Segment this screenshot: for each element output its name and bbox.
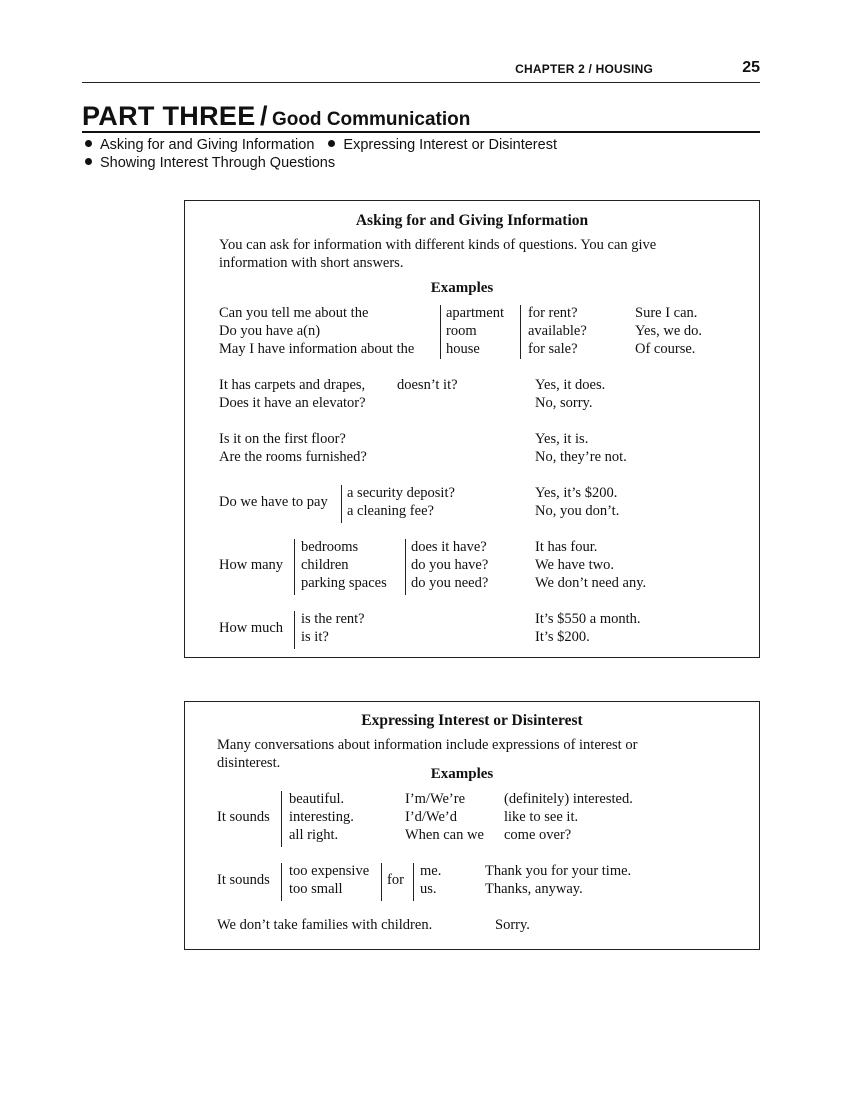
column-divider: [520, 305, 521, 359]
question: It has carpets and drapes,: [219, 377, 366, 393]
phrase: apartment: [446, 305, 504, 321]
column-divider: [281, 791, 282, 847]
phrase: How much: [219, 620, 284, 636]
question: Does it have an elevator?: [219, 395, 366, 411]
column-divider: [281, 863, 282, 901]
phrase: (definitely) interested.: [504, 791, 633, 807]
intro-text: You can ask for information with different kinds of questions. You can give: [219, 237, 657, 253]
box-title: Expressing Interest or Disinterest: [361, 712, 583, 729]
bullet-icon: [85, 158, 92, 165]
phrase: I’m/We’re: [405, 791, 466, 807]
phrase: Do we have to pay: [219, 494, 328, 510]
phrase: When can we: [405, 827, 484, 843]
intro-text: Many conversations about information include expressions of interest or: [217, 737, 638, 753]
bullet-icon: [85, 140, 92, 147]
answer: Of course.: [635, 341, 696, 357]
phrase: I’d/We’d: [405, 809, 457, 825]
phrase: me.: [420, 863, 442, 879]
bullet-icon: [328, 140, 335, 147]
part-label: PART THREE: [82, 101, 256, 131]
asking-info-box: [184, 200, 760, 658]
answer: Yes, it’s $200.: [535, 485, 618, 501]
phrase: It sounds: [217, 872, 270, 888]
answer: No, you don’t.: [535, 503, 620, 519]
answer: No, they’re not.: [535, 449, 627, 465]
phrase: do you need?: [411, 575, 489, 591]
phrase: It sounds: [217, 809, 270, 825]
tag-question: doesn’t it?: [397, 377, 458, 393]
question: Is it on the first floor?: [219, 431, 346, 447]
phrase: is it?: [301, 629, 329, 645]
answer: No, sorry.: [535, 395, 593, 411]
question: Are the rooms furnished?: [219, 449, 367, 465]
column-divider: [440, 305, 441, 359]
phrase: all right.: [289, 827, 339, 843]
phrase: does it have?: [411, 539, 487, 555]
phrase: come over?: [504, 827, 572, 843]
phrase: for rent?: [528, 305, 578, 321]
phrase: Do you have a(n): [219, 323, 321, 339]
part-slash: /: [259, 101, 268, 131]
topic-item: Expressing Interest or Disinterest: [343, 137, 557, 153]
part-subtitle: Good Communication: [271, 109, 471, 130]
column-divider: [294, 539, 295, 595]
phrase: available?: [528, 323, 587, 339]
page-number: 25: [742, 59, 760, 76]
phrase: like to see it.: [504, 809, 579, 825]
examples-heading: Examples: [430, 766, 494, 782]
expressing-interest-box: [184, 701, 760, 950]
answer: Yes, it is.: [535, 431, 589, 447]
answer: Yes, it does.: [535, 377, 606, 393]
column-divider: [341, 485, 342, 523]
phrase: children: [301, 557, 349, 573]
phrase: for sale?: [528, 341, 578, 357]
phrase: us.: [420, 881, 437, 897]
phrase: too expensive: [289, 863, 370, 879]
phrase: for: [387, 872, 404, 888]
reply: Sorry.: [495, 917, 530, 933]
part-title: [82, 101, 470, 132]
phrase: parking spaces: [301, 575, 387, 591]
topic-item: Asking for and Giving Information: [100, 137, 315, 153]
answer: We have two.: [535, 557, 614, 573]
answer: It’s $550 a month.: [535, 611, 641, 627]
phrase: May I have information about the: [219, 341, 415, 357]
answer: We don’t need any.: [535, 575, 647, 591]
phrase: beautiful.: [289, 791, 345, 807]
column-divider: [413, 863, 414, 901]
intro-text: disinterest.: [217, 755, 281, 771]
examples-heading: Examples: [430, 280, 494, 296]
reply: Thanks, anyway.: [485, 881, 583, 897]
topic-list-line-1: [85, 137, 557, 153]
running-head: [82, 59, 760, 83]
box-title: Asking for and Giving Information: [355, 212, 589, 229]
phrase: Can you tell me about the: [219, 305, 369, 321]
answer: It’s $200.: [535, 629, 590, 645]
reply: Thank you for your time.: [485, 863, 632, 879]
topic-list-line-2: [85, 155, 335, 171]
answer: Sure I can.: [635, 305, 698, 321]
title-rule: [82, 131, 760, 133]
intro-text: information with short answers.: [219, 255, 404, 271]
statement: We don’t take families with children.: [217, 917, 433, 933]
phrase: house: [446, 341, 480, 357]
phrase: interesting.: [289, 809, 354, 825]
answer: Yes, we do.: [635, 323, 703, 339]
answer: It has four.: [535, 539, 598, 555]
phrase: a cleaning fee?: [347, 503, 434, 519]
phrase: How many: [219, 557, 284, 573]
phrase: a security deposit?: [347, 485, 455, 501]
column-divider: [405, 539, 406, 595]
chapter-label: CHAPTER 2 / HOUSING: [515, 62, 653, 76]
phrase: is the rent?: [301, 611, 365, 627]
phrase: room: [446, 323, 477, 339]
column-divider: [294, 611, 295, 649]
phrase: do you have?: [411, 557, 489, 573]
phrase: too small: [289, 881, 343, 897]
column-divider: [381, 863, 382, 901]
phrase: bedrooms: [301, 539, 359, 555]
topic-item: Showing Interest Through Questions: [100, 155, 336, 171]
